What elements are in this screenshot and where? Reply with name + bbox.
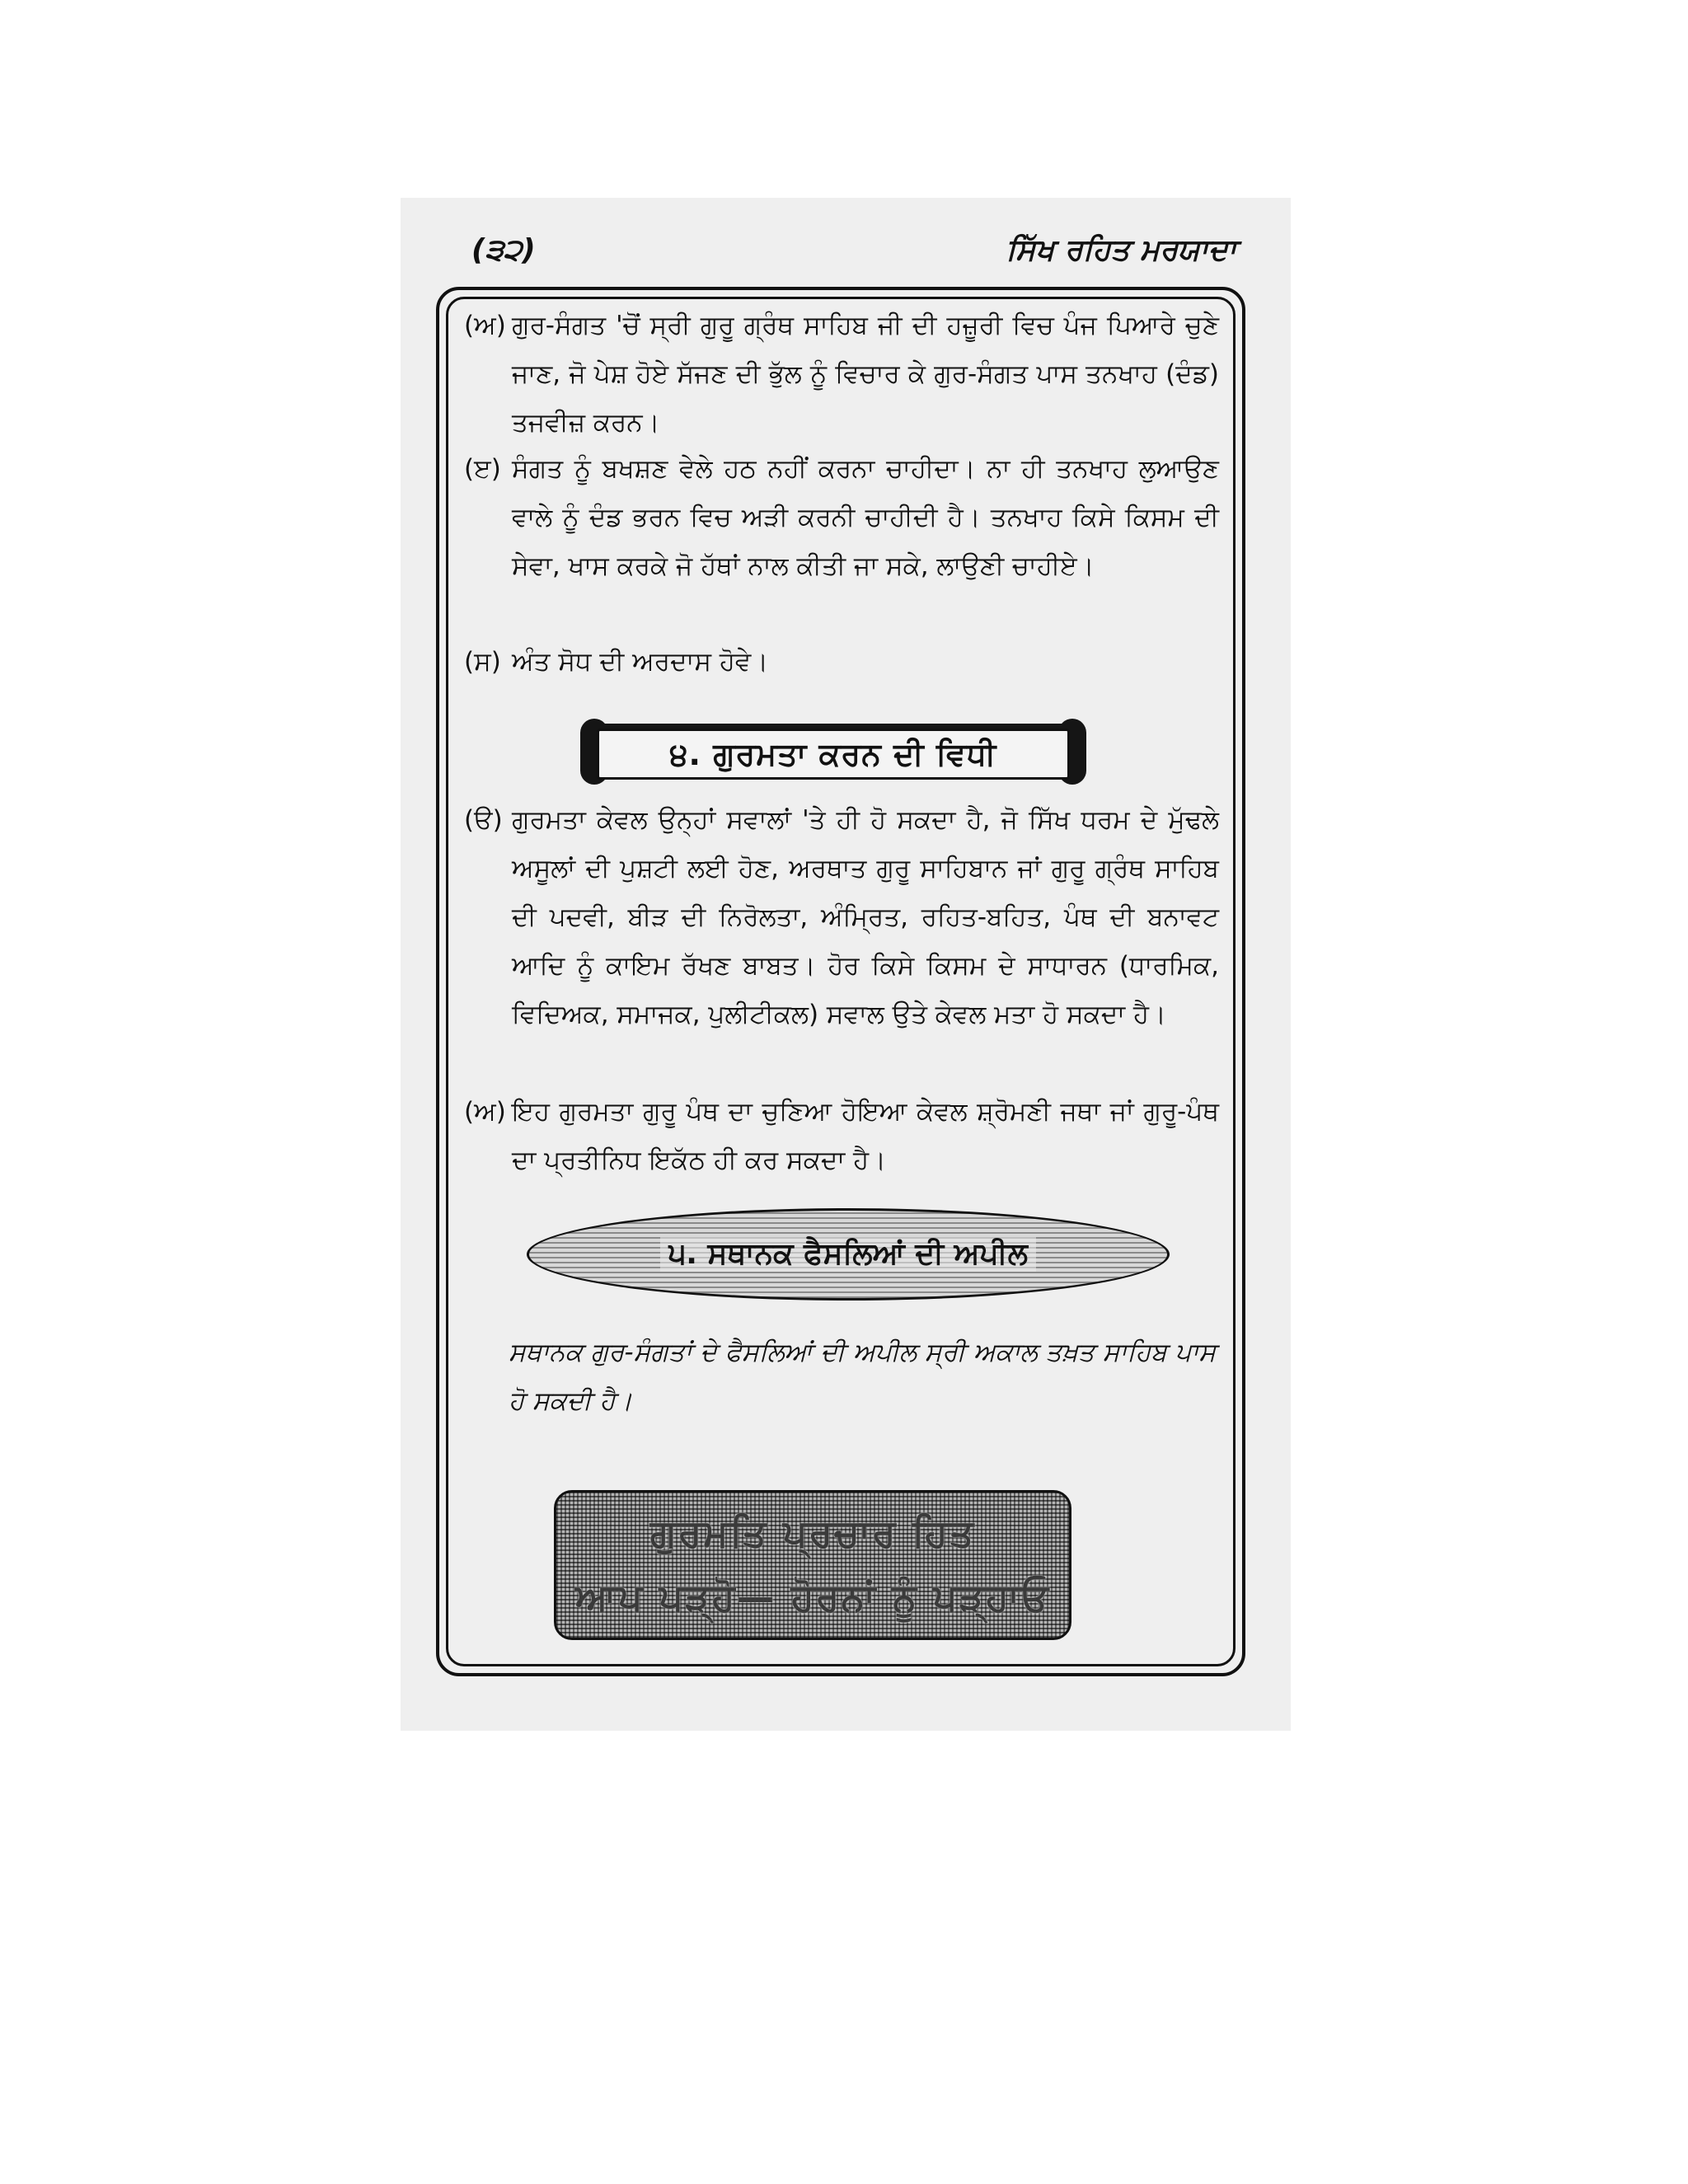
procedure-item-s (464, 638, 1219, 687)
section-4-item-a (464, 1088, 1219, 1185)
section-5-heading: ੫. ਸਥਾਨਕ ਫੈਸਲਿਆਂ ਦੀ ਅਪੀਲ (660, 1237, 1036, 1272)
item-text: ਸੰਗਤ ਨੂੰ ਬਖਸ਼ਣ ਵੇਲੇ ਹਠ ਨਹੀਂ ਕਰਨਾ ਚਾਹੀਦਾ। ਨਾ ਹੀ ਤਨਖਾਹ ਲੁਆਉਣ ਵਾਲੇ ਨੂੰ ਦੰਡ ਭਰਨ ਵਿਚ ਅੜੀ ਕਰਨੀ ਚਾਹੀਦੀ ਹੈ। ਤਨਖਾਹ ਕਿਸੇ ਕਿਸਮ ਦੀ ਸੇਵਾ, ਖਾਸ ਕਰਕੇ ਜੋ ਹੱਥਾਂ ਨਾਲ ਕੀਤੀ ਜਾ ਸਕੇ, ਲਾਉਣੀ ਚਾਹੀਏ। (512, 454, 1219, 581)
section-5-text: ਸਥਾਨਕ ਗੁਰ-ਸੰਗਤਾਂ ਦੇ ਫੈਸਲਿਆਂ ਦੀ ਅਪੀਲ ਸ੍ਰੀ ਅਕਾਲ ਤਖ਼ਤ ਸਾਹਿਬ ਪਾਸ ਹੋ ਸਕਦੀ ਹੈ। (509, 1338, 1216, 1416)
section-4-heading: ੪. ਗੁਰਮਤਾ ਕਰਨ ਦੀ ਵਿਧੀ (669, 735, 997, 772)
item-marker: (ੳ) (464, 805, 503, 835)
section-4-heading-scroll (580, 719, 1086, 785)
item-marker: (ਅ) (464, 1097, 506, 1127)
page-number: (੩੨) (471, 233, 536, 267)
item-marker: (ਅ) (464, 311, 506, 340)
section-5-heading-ellipse (527, 1208, 1170, 1301)
promo-banner (554, 1490, 1071, 1640)
item-text: ਗੁਰਮਤਾ ਕੇਵਲ ਉਨ੍ਹਾਂ ਸਵਾਲਾਂ 'ਤੇ ਹੀ ਹੋ ਸਕਦਾ ਹੈ, ਜੋ ਸਿੱਖ ਧਰਮ ਦੇ ਮੁੱਢਲੇ ਅਸੂਲਾਂ ਦੀ ਪੁਸ਼ਟੀ ਲਈ ਹੋਣ, ਅਰਥਾਤ ਗੁਰੂ ਸਾਹਿਬਾਨ ਜਾਂ ਗੁਰੂ ਗ੍ਰੰਥ ਸਾਹਿਬ ਦੀ ਪਦਵੀ, ਬੀੜ ਦੀ ਨਿਰੋਲਤਾ, ਅੰਮ੍ਰਿਤ, ਰਹਿਤ-ਬਹਿਤ, ਪੰਥ ਦੀ ਬਨਾਵਟ ਆਦਿ ਨੂੰ ਕਾਇਮ ਰੱਖਣ ਬਾਬਤ। ਹੋਰ ਕਿਸੇ ਕਿਸਮ ਦੇ ਸਾਧਾਰਨ (ਧਾਰਮਿਕ, ਵਿਦਿਅਕ, ਸਮਾਜਕ, ਪੁਲੀਟੀਕਲ) ਸਵਾਲ ਉਤੇ ਕੇਵਲ ਮਤਾ ਹੋ ਸਕਦਾ ਹੈ। (512, 805, 1219, 1029)
procedure-item-e (464, 445, 1219, 591)
section-4-item-o (464, 796, 1219, 1039)
scroll-label-box (597, 729, 1070, 780)
procedure-item-a (464, 302, 1219, 448)
item-marker: (ੲ) (464, 454, 501, 484)
banner-line-2: ਆਪ ਪੜ੍ਹੋ— ਹੋਰਨਾਂ ਨੂੰ ਪੜ੍ਹਾਓ (574, 1575, 1051, 1619)
running-title: ਸਿੱਖ ਰਹਿਤ ਮਰਯਾਦਾ (1006, 233, 1236, 267)
item-marker: (ਸ) (464, 647, 501, 677)
item-text: ਗੁਰ-ਸੰਗਤ 'ਚੋਂ ਸ੍ਰੀ ਗੁਰੂ ਗ੍ਰੰਥ ਸਾਹਿਬ ਜੀ ਦੀ ਹਜ਼ੂਰੀ ਵਿਚ ਪੰਜ ਪਿਆਰੇ ਚੁਣੇ ਜਾਣ, ਜੋ ਪੇਸ਼ ਹੋਏ ਸੱਜਣ ਦੀ ਭੁੱਲ ਨੂੰ ਵਿਚਾਰ ਕੇ ਗੁਰ-ਸੰਗਤ ਪਾਸ ਤਨਖਾਹ (ਦੰਡ) ਤਜਵੀਜ਼ ਕਰਨ। (512, 311, 1219, 438)
banner-line-1: ਗੁਰਮਤਿ ਪ੍ਰਚਾਰ ਹਿਤ (649, 1511, 976, 1555)
item-text: ਅੰਤ ਸੋਧ ਦੀ ਅਰਦਾਸ ਹੋਵੇ। (512, 647, 769, 677)
item-text: ਇਹ ਗੁਰਮਤਾ ਗੁਰੂ ਪੰਥ ਦਾ ਚੁਣਿਆ ਹੋਇਆ ਕੇਵਲ ਸ਼੍ਰੋਮਣੀ ਜਥਾ ਜਾਂ ਗੁਰੂ-ਪੰਥ ਦਾ ਪ੍ਰਤੀਨਿਧ ਇਕੱਠ ਹੀ ਕਰ ਸਕਦਾ ਹੈ। (512, 1097, 1219, 1175)
